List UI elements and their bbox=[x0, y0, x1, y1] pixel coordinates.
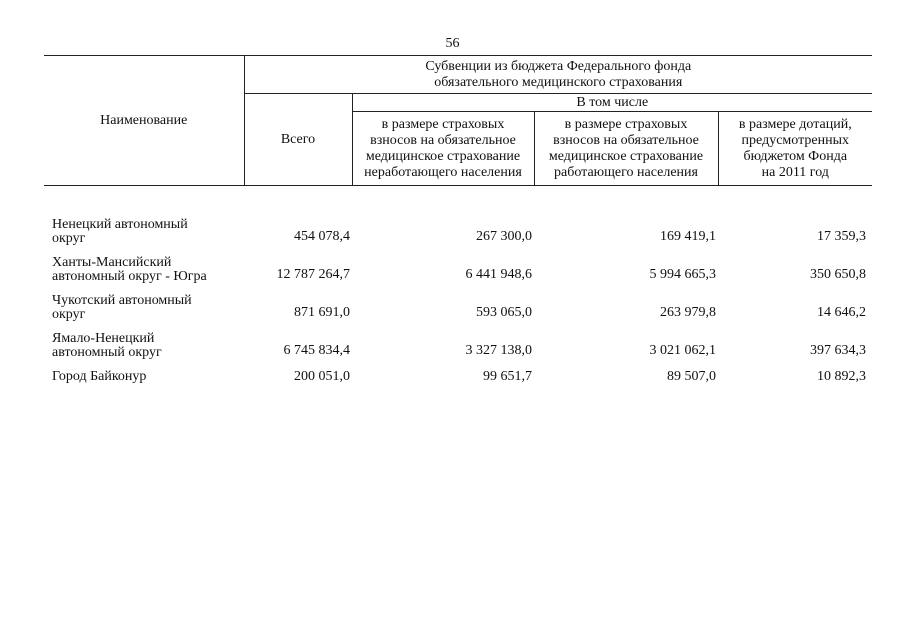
value-nonworking: 593 065,0 bbox=[476, 305, 532, 320]
table-body bbox=[52, 218, 872, 408]
value-subsidies: 350 650,8 bbox=[810, 267, 866, 282]
header-sub-subsidies bbox=[718, 112, 872, 186]
table-row bbox=[52, 256, 872, 294]
region-name-line: Ненецкий автономный bbox=[52, 217, 188, 232]
header-group-title-line1: Субвенции из бюджета Федерального фонда bbox=[425, 58, 692, 74]
value-nonworking: 99 651,7 bbox=[483, 369, 532, 384]
page-number: 56 bbox=[445, 36, 460, 51]
header-line: в размере страховых bbox=[564, 116, 688, 132]
value-working: 89 507,0 bbox=[667, 369, 716, 384]
header-line: медицинское страхование bbox=[365, 148, 521, 164]
header-line: в размере страховых bbox=[381, 116, 505, 132]
value-total: 871 691,0 bbox=[294, 305, 350, 320]
value-total: 6 745 834,4 bbox=[283, 343, 350, 358]
header-line: предусмотренных bbox=[741, 132, 849, 148]
value-subsidies: 14 646,2 bbox=[817, 305, 866, 320]
header-line: неработающего населения bbox=[364, 164, 522, 180]
value-subsidies: 397 634,3 bbox=[810, 343, 866, 358]
value-working: 3 021 062,1 bbox=[649, 343, 716, 358]
header-group-title bbox=[244, 56, 872, 94]
table-row bbox=[52, 294, 872, 332]
region-name bbox=[52, 332, 252, 360]
value-total: 200 051,0 bbox=[294, 369, 350, 384]
region-name-line: Ханты-Мансийский bbox=[52, 255, 172, 270]
region-name bbox=[52, 370, 252, 384]
region-name bbox=[52, 294, 252, 322]
region-name-line: Город Байконур bbox=[52, 369, 147, 384]
region-name-line: Ямало-Ненецкий bbox=[52, 331, 155, 346]
header-group-title-line2: обязательного медицинского страхования bbox=[434, 74, 683, 90]
header-including: В том числе bbox=[352, 94, 872, 112]
value-working: 263 979,8 bbox=[660, 305, 716, 320]
value-nonworking: 267 300,0 bbox=[476, 229, 532, 244]
header-name: Наименование bbox=[44, 56, 244, 186]
table-row bbox=[52, 218, 872, 256]
value-subsidies: 17 359,3 bbox=[817, 229, 866, 244]
header-line: работающего населения bbox=[554, 164, 698, 180]
region-name-line: округ bbox=[52, 231, 86, 246]
table-header bbox=[44, 55, 872, 186]
header-line: взносов на обязательное bbox=[370, 132, 516, 148]
region-name-line: автономный округ - Югра bbox=[52, 269, 207, 284]
region-name bbox=[52, 256, 252, 284]
value-subsidies: 10 892,3 bbox=[817, 369, 866, 384]
header-line: на 2011 год bbox=[761, 164, 829, 180]
table-row bbox=[52, 332, 872, 370]
region-name-line: автономный округ bbox=[52, 345, 162, 360]
region-name-line: округ bbox=[52, 307, 86, 322]
value-total: 454 078,4 bbox=[294, 229, 350, 244]
header-line: бюджетом Фонда bbox=[743, 148, 848, 164]
header-sub-working bbox=[534, 112, 718, 186]
header-sub-nonworking bbox=[352, 112, 534, 186]
value-working: 169 419,1 bbox=[660, 229, 716, 244]
header-line: в размере дотаций, bbox=[738, 116, 852, 132]
header-total: Всего bbox=[244, 94, 352, 186]
value-nonworking: 3 327 138,0 bbox=[465, 343, 532, 358]
header-line: взносов на обязательное bbox=[553, 132, 699, 148]
region-name-line: Чукотский автономный bbox=[52, 293, 192, 308]
value-working: 5 994 665,3 bbox=[649, 267, 716, 282]
value-total: 12 787 264,7 bbox=[276, 267, 350, 282]
region-name bbox=[52, 218, 252, 246]
header-line: медицинское страхование bbox=[548, 148, 704, 164]
value-nonworking: 6 441 948,6 bbox=[465, 267, 532, 282]
table-row bbox=[52, 370, 872, 408]
